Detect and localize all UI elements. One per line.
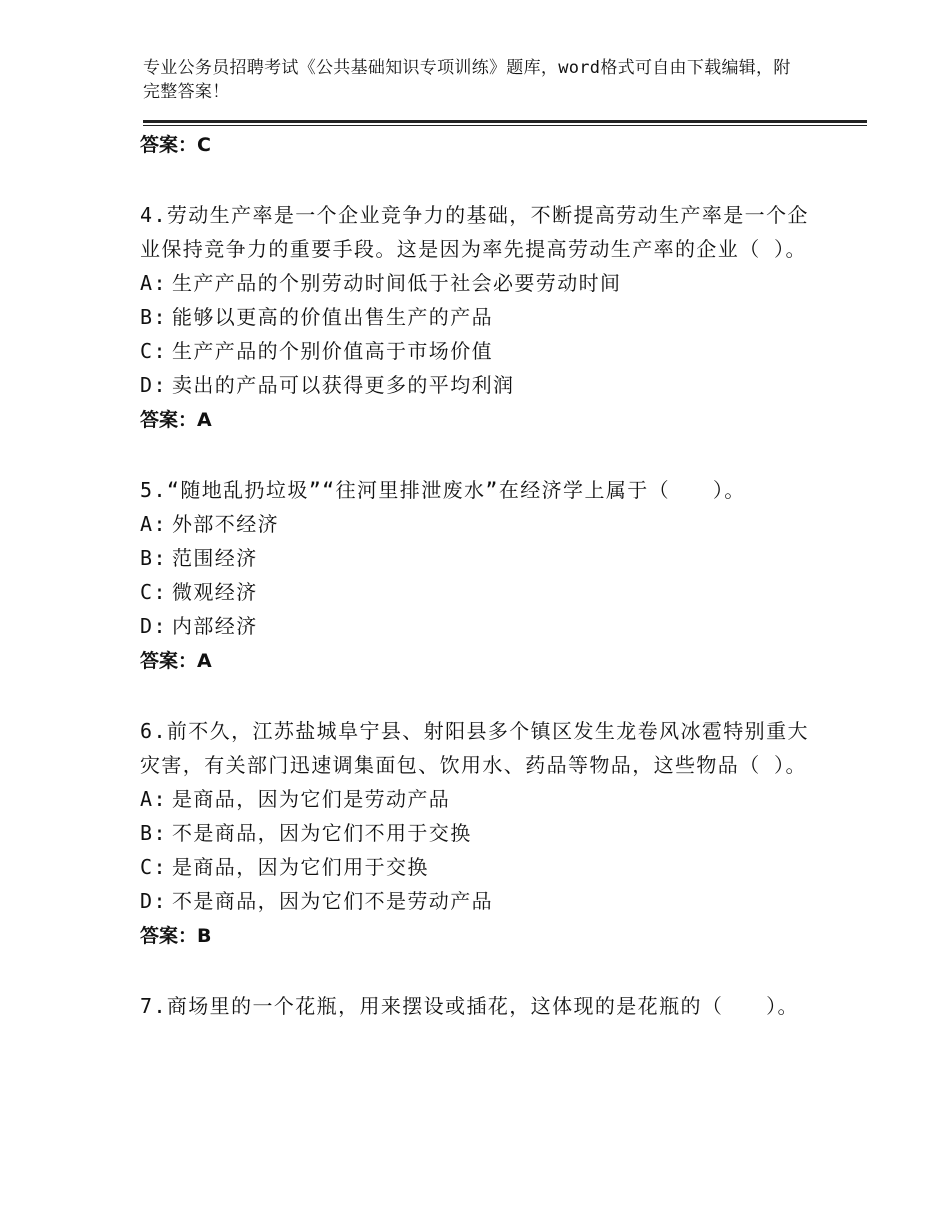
- question-stem: 7.商场里的一个花瓶，用来摆设或插花，这体现的是花瓶的（ ）。: [140, 994, 799, 1018]
- option-label: B:: [140, 546, 167, 570]
- option-a: [140, 507, 820, 541]
- option-c: [140, 850, 820, 884]
- option-label: B:: [140, 821, 167, 845]
- question-list: [140, 125, 820, 1023]
- option-text: 生产产品的个别劳动时间低于社会必要劳动时间: [172, 271, 622, 295]
- answer-line: [140, 918, 820, 954]
- option-text: 是商品，因为它们用于交换: [172, 855, 429, 879]
- option-text: 不是商品，因为它们不是劳动产品: [172, 889, 493, 913]
- answer-label: 答案：: [140, 925, 198, 947]
- option-a: [140, 782, 820, 816]
- question-stem: 4.劳动生产率是一个企业竞争力的基础，不断提高劳动生产率是一个企业保持竞争力的重要手段。这是因为率先提高劳动生产率的企业（ ）。: [140, 203, 809, 261]
- question-7: [140, 989, 820, 1023]
- option-label: D:: [140, 889, 167, 913]
- option-label: C:: [140, 580, 167, 604]
- answer-value: B: [197, 925, 212, 947]
- answer-line: [140, 643, 820, 679]
- option-a: [140, 266, 820, 300]
- option-b: [140, 300, 820, 334]
- answer-label: 答案：: [140, 409, 198, 431]
- option-b: [140, 816, 820, 850]
- question-stem: 6.前不久，江苏盐城阜宁县、射阳县多个镇区发生龙卷风冰雹特别重大灾害，有关部门迅速调集面包、饮用水、药品等物品，这些物品（ ）。: [140, 719, 809, 777]
- option-text: 卖出的产品可以获得更多的平均利润: [172, 373, 515, 397]
- answer-value: C: [197, 134, 211, 156]
- question-4: [140, 198, 820, 438]
- option-label: D:: [140, 614, 167, 638]
- option-d: [140, 609, 820, 643]
- option-text: 范围经济: [172, 546, 258, 570]
- option-text: 内部经济: [172, 614, 258, 638]
- option-label: A:: [140, 787, 167, 811]
- option-label: D:: [140, 373, 167, 397]
- page-header: 专业公务员招聘考试《公共基础知识专项训练》题库，word格式可自由下载编辑，附完整答案！: [143, 58, 791, 102]
- answer-value: A: [197, 409, 212, 431]
- option-label: C:: [140, 855, 167, 879]
- header-rule-thick: [143, 120, 867, 123]
- question-6: [140, 714, 820, 954]
- option-text: 不是商品，因为它们不用于交换: [172, 821, 472, 845]
- option-label: B:: [140, 305, 167, 329]
- answer-label: 答案：: [140, 134, 198, 156]
- option-d: [140, 368, 820, 402]
- answer-value: A: [197, 650, 212, 672]
- answer-line: [140, 127, 820, 163]
- option-d: [140, 884, 820, 918]
- option-label: A:: [140, 271, 167, 295]
- option-c: [140, 334, 820, 368]
- option-b: [140, 541, 820, 575]
- option-text: 能够以更高的价值出售生产的产品: [172, 305, 493, 329]
- option-label: C:: [140, 339, 167, 363]
- question-stem: 5.“随地乱扔垃圾”“往河里排泄废水”在经济学上属于（ ）。: [140, 478, 746, 502]
- option-c: [140, 575, 820, 609]
- option-text: 微观经济: [172, 580, 258, 604]
- option-label: A:: [140, 512, 167, 536]
- option-text: 是商品，因为它们是劳动产品: [172, 787, 451, 811]
- answer-line: [140, 402, 820, 438]
- option-text: 外部不经济: [172, 512, 279, 536]
- question-5: [140, 473, 820, 679]
- option-text: 生产产品的个别价值高于市场价值: [172, 339, 493, 363]
- answer-label: 答案：: [140, 650, 198, 672]
